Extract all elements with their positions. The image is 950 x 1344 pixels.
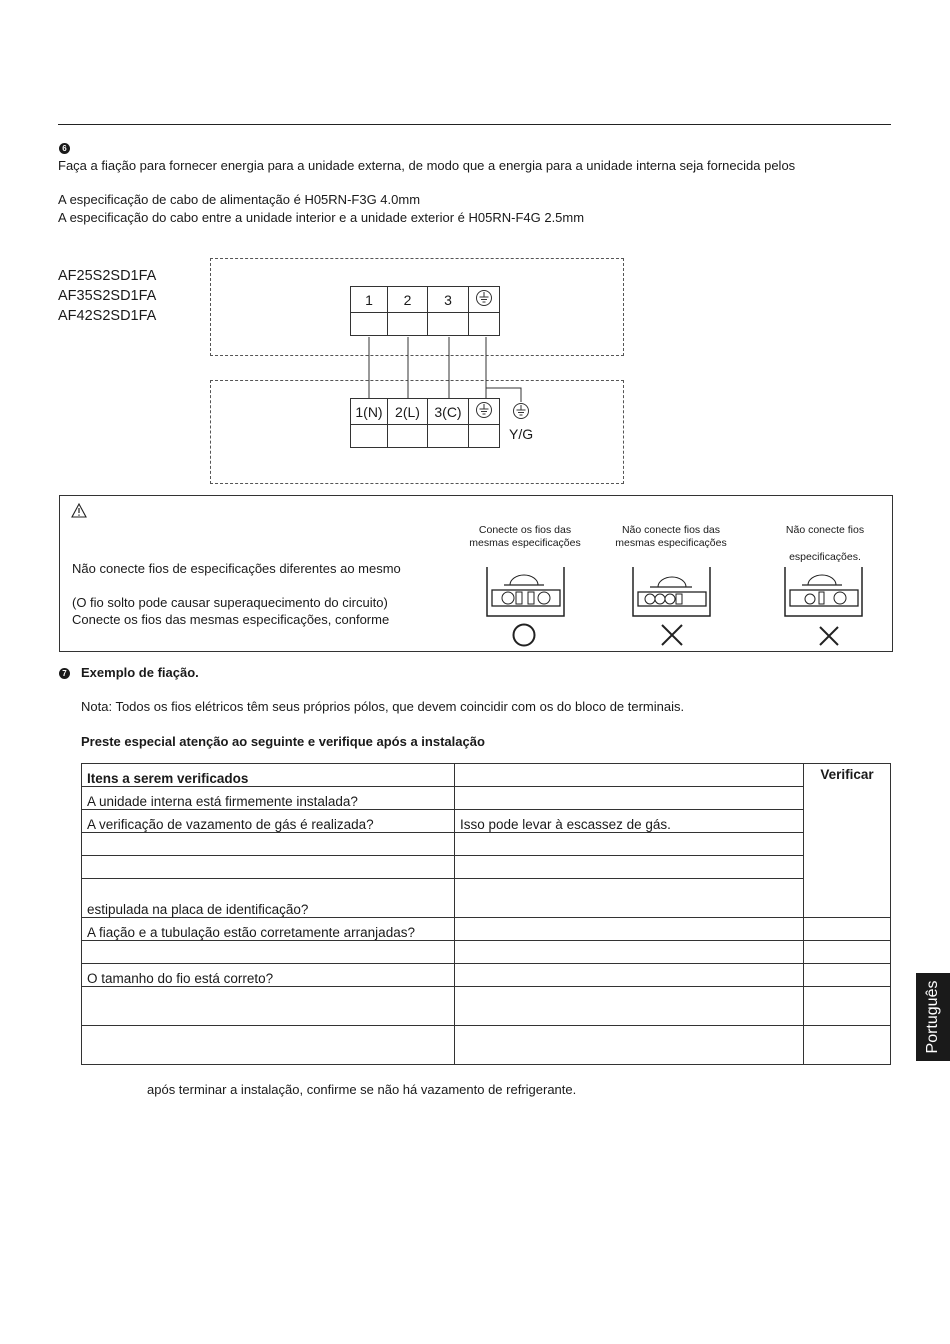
table-row [82, 787, 891, 810]
example-caption-line: mesmas especificações [469, 537, 581, 549]
header-check: Verificar [804, 764, 891, 918]
terminal-label: 2(L) [388, 399, 428, 425]
language-tab-label: Português [924, 980, 941, 1054]
row-check [804, 987, 891, 1026]
row-item [82, 1026, 455, 1065]
check-table [81, 763, 891, 1065]
row-item: A unidade interna está firmemente instalada? [82, 787, 455, 810]
table-row [82, 918, 891, 941]
terminal-label: 3 [428, 287, 469, 313]
power-cable-spec: A especificação de cabo de alimentação é H05RN-F3G 4.0mm [58, 192, 421, 207]
section-6-line: Faça a fiação para fornecer energia para a unidade externa, de modo que a energia para a unidade interna seja fornecida pelos [58, 158, 796, 173]
row-item: A fiação e a tubulação estão corretamente arranjadas? [82, 918, 455, 941]
row-check [804, 941, 891, 964]
terminal-label: 2 [388, 287, 428, 313]
wrong-wiring-illustration [630, 563, 714, 619]
check-subheading: Preste especial atenção ao seguinte e verifique após a instalação [81, 734, 485, 749]
example-caption-line: Não conecte fios [785, 524, 865, 536]
correct-mark-icon [511, 623, 537, 647]
row-item: estipulada na placa de identificação? [82, 879, 455, 918]
example-caption-line: Não conecte fios das [621, 524, 721, 536]
row-check [804, 1026, 891, 1065]
section-6-number: 6 [59, 143, 70, 154]
language-tab [916, 973, 950, 1061]
example-caption-line: mesmas especificações [615, 537, 727, 549]
table-row [82, 856, 891, 879]
connection-cable-spec: A especificação do cabo entre a unidade interior e a unidade exterior é H05RN-F4G 2.5mm [58, 210, 585, 225]
wrong-mark-icon [660, 623, 684, 647]
row-note [455, 879, 804, 918]
warning-triangle-icon [71, 503, 87, 518]
header-middle [455, 764, 804, 787]
wrong-mark-icon [818, 625, 840, 647]
table-row [82, 941, 891, 964]
row-item: A verificação de vazamento de gás é realizada? [82, 810, 455, 833]
wire-lines [0, 0, 950, 500]
row-note [455, 1026, 804, 1065]
wrong-wiring-illustration [782, 563, 866, 619]
model-name: AF42S2SD1FA [58, 308, 157, 324]
row-note [455, 987, 804, 1026]
row-item [82, 856, 455, 879]
table-row [82, 810, 891, 833]
table-row [82, 964, 891, 987]
example-caption [455, 524, 595, 550]
row-note: Isso pode levar à escassez de gás. [455, 810, 804, 833]
terminal-label: 1(N) [351, 399, 388, 425]
warning-line-3: Conecte os fios das mesmas especificações, conforme [72, 612, 390, 627]
row-item: O tamanho do fio está correto? [82, 964, 455, 987]
row-check [804, 964, 891, 987]
example-caption [601, 524, 741, 550]
ground-icon [512, 402, 530, 420]
row-check [804, 918, 891, 941]
row-note [455, 964, 804, 987]
table-row [82, 987, 891, 1026]
table-row [82, 879, 891, 918]
warning-line-1: Não conecte fios de especificações diferentes ao mesmo [72, 561, 401, 576]
section-7-number: 7 [59, 668, 70, 679]
terminal-label: 3(C) [428, 399, 469, 425]
row-note [455, 787, 804, 810]
warning-line-2: (O fio solto pode causar superaquecimento do circuito) [72, 595, 388, 610]
row-item [82, 941, 455, 964]
terminal-label: 1 [351, 287, 388, 313]
model-name: AF25S2SD1FA [58, 268, 157, 284]
footer-note: após terminar a instalação, confirme se não há vazamento de refrigerante. [147, 1082, 577, 1097]
wiring-note: Nota: Todos os fios elétricos têm seus próprios pólos, que devem coincidir com os do bloco de terminais. [81, 699, 685, 714]
example-caption-line: Conecte os fios das [478, 524, 572, 536]
row-note [455, 918, 804, 941]
row-note [455, 941, 804, 964]
header-items: Itens a serem verificados [82, 764, 455, 787]
row-item [82, 987, 455, 1026]
row-note [455, 833, 804, 856]
example-caption [755, 524, 895, 564]
model-name: AF35S2SD1FA [58, 288, 157, 304]
table-row [82, 833, 891, 856]
table-row [82, 1026, 891, 1065]
section-7-title: Exemplo de fiação. [81, 665, 199, 680]
example-caption-line: especificações. [789, 551, 861, 563]
correct-wiring-illustration [484, 563, 568, 619]
table-header-row [82, 764, 891, 787]
row-item [82, 833, 455, 856]
ground-label: Y/G [509, 426, 534, 442]
row-note [455, 856, 804, 879]
